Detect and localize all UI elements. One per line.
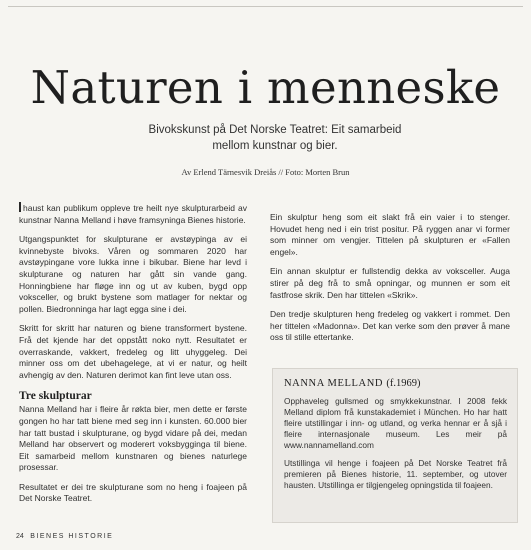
artist-name-heading <box>284 377 507 390</box>
top-rule <box>8 6 523 7</box>
paragraph-4: Nanna Melland har i fleire år røkta bier, men dette er første gongen ho har tatt biene med seg inn i kunsten. 60.000 bier har tatt bustad i skulpturane, og bygd vidare på dei, medan Melland har observert og moderert voksbygginga til biene. Eit samarbeid mellom kunstnaren og bienes naturlege prosessar. <box>19 404 247 473</box>
article-subtitle <box>110 122 440 154</box>
subtitle-line-1: Bivokskunst på Det Norske Teatret: Eit samarbeid <box>148 124 402 136</box>
artist-bio: Opphaveleg gullsmed og smykkekunstnar. I 2008 fekk Melland diplom frå kunstakademiet i München. Ho har hatt fleire utstillingar i inn- og utland, og verka hennar er å sjå i fleire internasjonale museum. Les meir på www.nannamelland.com <box>284 396 507 450</box>
article-title: Naturen i menneske <box>30 61 501 114</box>
footer-label: BIENES HISTORIE <box>30 533 114 540</box>
artist-info-box <box>272 368 518 523</box>
paragraph-5: Resultatet er dei tre skulpturane som no heng i foajeen på Det Norske Teatret. <box>19 481 247 504</box>
intro-text: haust kan publikum oppleve tre heilt nye skulpturarbeid av kunstnar Nanna Melland i høve framsyninga Bienes historie. <box>19 203 247 225</box>
left-column <box>19 202 247 513</box>
right-paragraph-1: Ein skulptur heng som eit slakt frå ein vaier i to stenger. Hovudet heng ned i ein trist positur. På ryggen anar vi former som minner om vengjer. Tittelen på skulpturen er «Fallen engel». <box>270 212 510 257</box>
subheading: Tre skulpturar <box>19 390 92 403</box>
right-paragraph-2: Ein annan skulptur er fullstendig dekka av voksceller. Auga stirer på deg frå to små opningar, og munnen er som eit fastfrose skrik. Den har tittelen «Skrik». <box>270 266 510 300</box>
paragraph-3: Skritt for skritt har naturen og biene transformert bystene. Frå det kjende har det oppstått noko nytt. Resultatet er overraskande, vakkert, fredeleg og litt uhyggeleg. Dei minner oss om det ubehagelege, at vi er natur, og heilt avhengig av den. Naturen derimot kan fint leve utan oss. <box>19 323 247 380</box>
subtitle-line-2: mellom kunstnar og bier. <box>212 140 338 152</box>
intro-paragraph <box>19 202 247 226</box>
exhibition-info: Utstillinga vil henge i foajeen på Det Norske Teatret frå premieren på Bienes historie, 11. september, og utover hausten. Utstillinga er tilgjengeleg opningstida til foajeen. <box>284 458 507 490</box>
page-number: 24 <box>16 533 24 540</box>
artist-years: (f.1969) <box>386 378 421 389</box>
page-footer <box>16 533 113 540</box>
paragraph-2: Utgangspunktet for skulpturane er avstøypinga av ei kvinnebyste bivoks. Våren og sommaren 2020 har avstøypingane vore lukka inne i bikubar. Biene har levd i skulpturane og naturen har gått sin vande gang. Honningbiene har fløge inn og ut av kuben, bygd opp voksceller, og brukt bystene som matlager for nektar og pollen. Biedronninga har lagt egga sine i dei. <box>19 234 247 314</box>
right-paragraph-3: Den tredje skulpturen heng fredeleg og vakkert i rommet. Den her tittelen «Madonna». Det kan verke som den prøver å mane oss til stille ettertanke. <box>270 309 510 343</box>
byline: Av Erlend Tärnesvik Dreiås // Foto: Morten Brun <box>181 167 350 177</box>
artist-name: NANNA MELLAND <box>284 378 384 389</box>
drop-marker <box>19 202 21 212</box>
right-column <box>270 212 510 352</box>
